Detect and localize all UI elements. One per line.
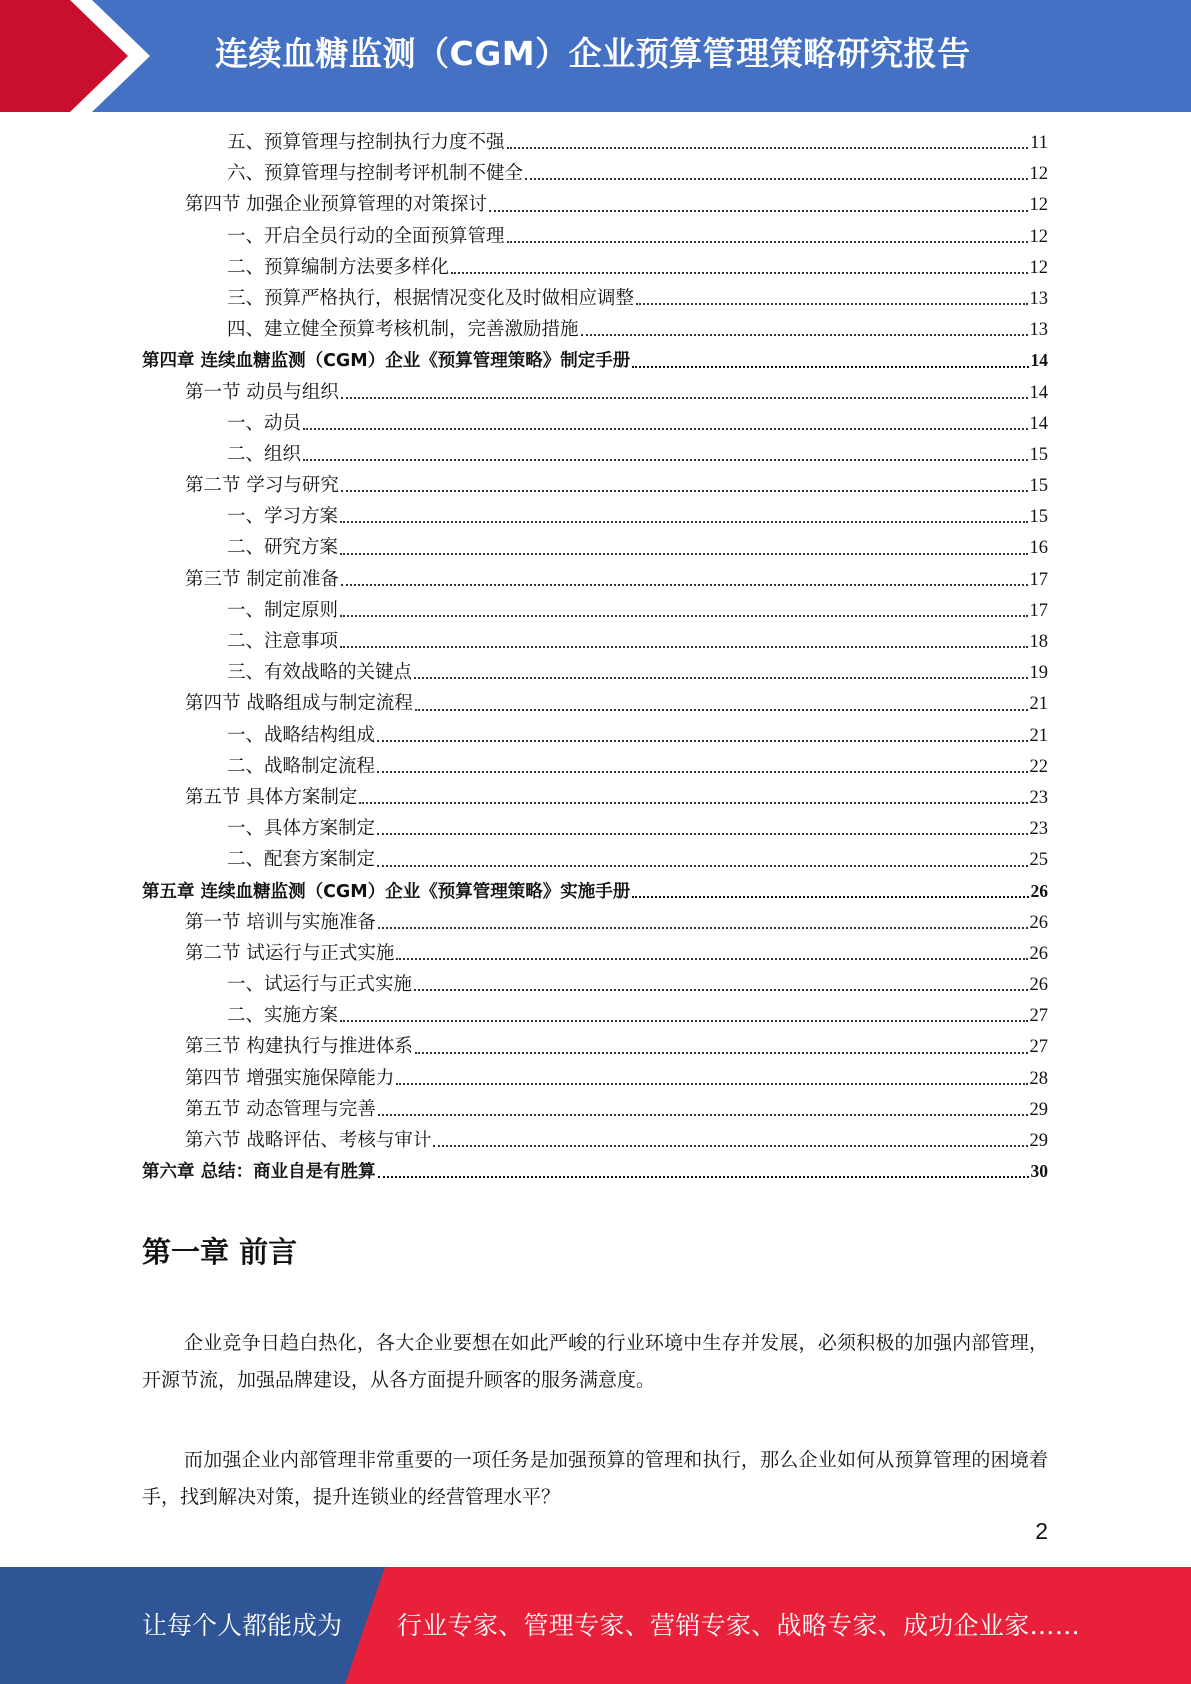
toc-entry-label: 一、开启全员行动的全面预算管理: [227, 225, 505, 247]
toc-leader-dots: [632, 366, 1028, 368]
toc-leader-dots: [377, 865, 1027, 867]
toc-entry[interactable]: [142, 470, 1048, 501]
toc-leader-dots: [359, 802, 1027, 804]
toc-leader-dots: [377, 833, 1027, 835]
toc-entry-label: 六、预算管理与控制考评机制不健全: [227, 163, 524, 185]
toc-entry-label: 二、预算编制方法要多样化: [227, 256, 450, 278]
toc-leader-dots: [581, 334, 1028, 336]
toc-entry-label: 五、预算管理与控制执行力度不强: [227, 132, 505, 153]
toc-entry-page: 26: [1029, 975, 1048, 996]
toc-leader-dots: [378, 1114, 1028, 1116]
toc-leader-dots: [414, 989, 1027, 991]
toc-entry[interactable]: [142, 626, 1048, 657]
toc-entry-label: 第一节 动员与组织: [185, 381, 339, 403]
toc-leader-dots: [341, 397, 1028, 399]
toc-entry[interactable]: [142, 813, 1048, 844]
toc-entry-page: 12: [1029, 226, 1048, 247]
toc-entry-label: 二、组织: [227, 443, 302, 465]
toc-leader-dots: [377, 740, 1027, 742]
toc-entry-page: 14: [1029, 413, 1048, 434]
toc-entry[interactable]: [142, 345, 1048, 376]
toc-entry-label: 第五节 具体方案制定: [185, 786, 358, 808]
toc-entry[interactable]: [142, 1156, 1048, 1187]
toc-entry-page: 15: [1029, 444, 1048, 465]
toc-entry[interactable]: [142, 252, 1048, 283]
toc-entry[interactable]: [142, 221, 1048, 252]
toc-leader-dots: [525, 178, 1027, 180]
toc-entry-page: 12: [1029, 257, 1048, 278]
toc-leader-dots: [415, 1052, 1028, 1054]
toc-leader-dots: [433, 1145, 1027, 1147]
toc-entry-page: 21: [1029, 694, 1048, 715]
toc-entry-label: 第一节 培训与实施准备: [185, 911, 376, 933]
toc-entry[interactable]: [142, 158, 1048, 189]
toc-leader-dots: [396, 958, 1027, 960]
toc-leader-dots: [507, 147, 1029, 149]
toc-entry-label: 一、具体方案制定: [227, 818, 376, 840]
toc-entry-page: 27: [1029, 1037, 1048, 1058]
toc-entry-page: 15: [1029, 476, 1048, 497]
toc-leader-dots: [303, 428, 1027, 430]
toc-entry-page: 17: [1029, 569, 1048, 590]
page-header: [0, 0, 1191, 112]
toc-entry-page: 11: [1030, 133, 1048, 153]
toc-leader-dots: [340, 615, 1027, 617]
toc-entry[interactable]: [142, 969, 1048, 1000]
toc-entry[interactable]: [142, 1000, 1048, 1031]
toc-entry-label: 二、研究方案: [227, 537, 339, 559]
toc-entry-page: 15: [1029, 507, 1048, 528]
toc-entry[interactable]: [142, 1031, 1048, 1062]
toc-leader-dots: [636, 303, 1027, 305]
toc-entry-label: 第二节 试运行与正式实施: [185, 942, 395, 964]
toc-leader-dots: [340, 1020, 1027, 1022]
toc-entry-page: 26: [1030, 880, 1048, 901]
toc-entry-label: 一、学习方案: [227, 506, 339, 528]
toc-entry-page: 12: [1029, 195, 1048, 216]
toc-leader-dots: [341, 490, 1028, 492]
toc-entry-label: 第六节 战略评估、考核与审计: [185, 1130, 432, 1151]
toc-entry[interactable]: [142, 127, 1048, 158]
toc-entry[interactable]: [142, 844, 1048, 875]
toc-leader-dots: [340, 646, 1027, 648]
toc-entry-page: 16: [1029, 538, 1048, 559]
toc-leader-dots: [415, 709, 1028, 711]
toc-entry-label: 第四节 增强实施保障能力: [185, 1067, 395, 1089]
page-number: 2: [1035, 1518, 1048, 1544]
toc-leader-dots: [451, 272, 1027, 274]
table-of-contents: [142, 127, 1048, 1187]
toc-entry[interactable]: [142, 751, 1048, 782]
toc-entry[interactable]: [142, 595, 1048, 626]
toc-leader-dots: [378, 1176, 1029, 1178]
toc-entry[interactable]: [142, 408, 1048, 439]
toc-leader-dots: [489, 210, 1028, 212]
chapter-title: 第一章 前言: [142, 1235, 298, 1269]
toc-entry[interactable]: [142, 189, 1048, 220]
toc-leader-dots: [632, 896, 1028, 898]
toc-entry-label: 第三节 制定前准备: [185, 568, 339, 590]
toc-entry[interactable]: [142, 1125, 1048, 1156]
toc-entry-label: 二、战略制定流程: [227, 755, 376, 777]
toc-entry-label: 第六章 总结：商业自是有胜算: [142, 1162, 376, 1183]
header-title: 连续血糖监测（CGM）企业预算管理策略研究报告: [215, 34, 971, 73]
toc-entry-label: 四、建立健全预算考核机制，完善激励措施: [227, 319, 579, 341]
toc-leader-dots: [341, 584, 1028, 586]
toc-leader-dots: [507, 241, 1028, 243]
toc-entry-label: 二、实施方案: [227, 1005, 339, 1027]
toc-entry-label: 第二节 学习与研究: [185, 475, 339, 497]
toc-entry[interactable]: [142, 314, 1048, 345]
toc-entry-label: 二、注意事项: [227, 631, 339, 652]
toc-leader-dots: [303, 459, 1027, 461]
toc-entry-page: 27: [1029, 1006, 1048, 1027]
toc-entry-page: 29: [1029, 1131, 1048, 1151]
toc-entry-page: 14: [1029, 382, 1048, 403]
toc-leader-dots: [396, 1083, 1027, 1085]
toc-entry-page: 30: [1030, 1161, 1048, 1182]
toc-leader-dots: [340, 521, 1027, 523]
toc-entry[interactable]: [142, 907, 1048, 938]
toc-entry-label: 第四节 战略组成与制定流程: [185, 693, 413, 715]
toc-entry-label: 三、有效战略的关键点: [227, 662, 413, 684]
toc-entry[interactable]: [142, 876, 1048, 907]
toc-entry-label: 一、动员: [227, 412, 302, 434]
toc-entry-page: 22: [1029, 756, 1048, 777]
toc-entry-page: 23: [1029, 787, 1048, 808]
toc-entry[interactable]: [142, 501, 1048, 532]
toc-entry[interactable]: [142, 283, 1048, 314]
toc-entry[interactable]: [142, 532, 1048, 563]
toc-entry-page: 26: [1029, 912, 1048, 933]
toc-entry-page: 19: [1029, 663, 1048, 684]
paragraph-1: 企业竞争日趋白热化，各大企业要想在如此严峻的行业环境中生存并发展，必须积极的加强内部管理，开源节流，加强品牌建设，从各方面提升顾客的服务满意度。: [142, 1332, 1048, 1391]
toc-leader-dots: [377, 771, 1027, 773]
footer-slogan-right: 行业专家、管理专家、营销专家、战略专家、成功企业家……: [397, 1611, 1081, 1640]
toc-entry-page: 21: [1029, 725, 1048, 746]
toc-entry[interactable]: [142, 688, 1048, 719]
toc-entry-page: 26: [1029, 943, 1048, 964]
toc-entry-label: 一、制定原则: [227, 599, 339, 621]
paragraph-2: 而加强企业内部管理非常重要的一项任务是加强预算的管理和执行，那么企业如何从预算管理的困境着手，找到解决对策，提升连锁业的经营管理水平？: [142, 1449, 1048, 1508]
toc-entry-page: 25: [1029, 850, 1048, 871]
toc-entry[interactable]: [142, 439, 1048, 470]
toc-entry[interactable]: [142, 720, 1048, 751]
toc-entry[interactable]: [142, 377, 1048, 408]
toc-entry-page: 23: [1029, 819, 1048, 840]
toc-entry-label: 第四章 连续血糖监测（CGM）企业《预算管理策略》制定手册: [142, 351, 631, 372]
toc-entry-page: 17: [1029, 600, 1048, 621]
toc-entry-label: 二、配套方案制定: [227, 849, 376, 871]
toc-entry[interactable]: [142, 782, 1048, 813]
toc-entry-label: 第四节 加强企业预算管理的对策探讨: [185, 194, 487, 216]
toc-entry[interactable]: [142, 657, 1048, 688]
footer-slogan-left: 让每个人都能成为: [142, 1611, 343, 1640]
toc-entry[interactable]: [142, 938, 1048, 969]
toc-entry-label: 一、战略结构组成: [227, 724, 376, 746]
toc-entry-page: 12: [1029, 164, 1048, 185]
toc-entry-label: 一、试运行与正式实施: [227, 974, 413, 996]
page-footer: [0, 1567, 1191, 1684]
toc-entry-label: 三、预算严格执行，根据情况变化及时做相应调整: [227, 287, 635, 309]
toc-entry-page: 18: [1029, 632, 1048, 652]
toc-entry[interactable]: [142, 1063, 1048, 1094]
toc-entry-label: 第三节 构建执行与推进体系: [185, 1036, 413, 1058]
toc-entry-label: 第五章 连续血糖监测（CGM）企业《预算管理策略》实施手册: [142, 881, 631, 902]
toc-entry-page: 13: [1029, 320, 1048, 341]
toc-entry-page: 14: [1030, 350, 1048, 371]
toc-entry-page: 29: [1029, 1099, 1048, 1120]
toc-entry[interactable]: [142, 564, 1048, 595]
toc-entry[interactable]: [142, 1094, 1048, 1125]
toc-leader-dots: [414, 677, 1027, 679]
header-arrow-decoration: [0, 0, 160, 112]
toc-entry-page: 28: [1029, 1068, 1048, 1089]
toc-entry-page: 13: [1029, 288, 1048, 309]
toc-leader-dots: [378, 927, 1028, 929]
toc-entry-label: 第五节 动态管理与完善: [185, 1098, 376, 1120]
toc-leader-dots: [340, 553, 1027, 555]
